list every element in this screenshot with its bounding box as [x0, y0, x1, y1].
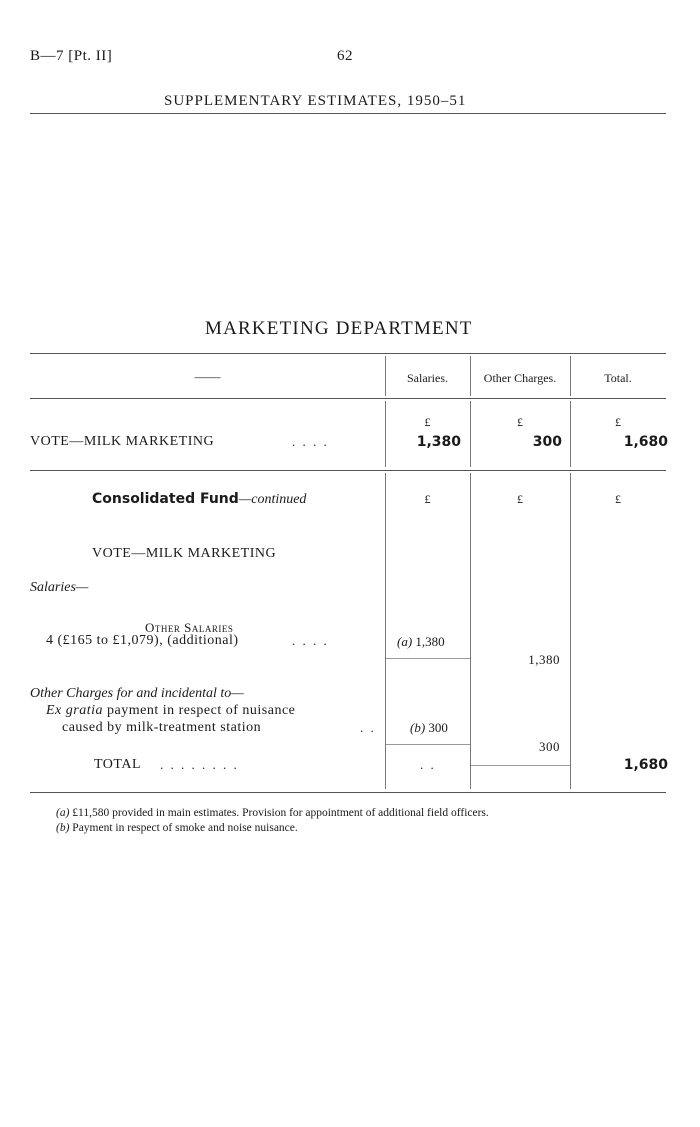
ex-gratia-italic: Ex gratia [46, 703, 103, 718]
col-rule-2-head [470, 356, 471, 396]
col-rule-1-summary [385, 401, 386, 467]
fund-continued: —continued [238, 492, 307, 507]
total-salaries-leader: . . [420, 757, 436, 772]
table-bottom-rule [30, 792, 666, 793]
footnote-a-text: £11,580 provided in main estimates. Provision for appointment of additional field officers. [72, 807, 489, 819]
ex-gratia-amount-cell [410, 720, 448, 736]
col-rule-3-head [570, 356, 571, 396]
salaries-heading: Salaries— [30, 580, 89, 595]
salaries-subtotal-rule [385, 658, 470, 659]
ex-gratia-leader: . . [360, 720, 376, 735]
table-top-rule [30, 353, 666, 354]
total-value: 1,680 [623, 757, 668, 773]
other-salaries-amount-cell [397, 634, 445, 650]
footnote-ref-b: (b) [410, 720, 426, 735]
ex-gratia-rest: payment in respect of nuisance [103, 703, 296, 718]
ex-gratia-line-2: caused by milk-treatment station [62, 720, 262, 735]
page-number: 62 [337, 48, 353, 64]
other-salaries-item: 4 (£165 to £1,079), (additional) [46, 633, 239, 648]
total-leader: . . . . . . . . [160, 757, 239, 772]
footnote-b-ref: (b) [56, 822, 70, 834]
fund-label: Consolidated Fund [92, 491, 239, 507]
col-rule-1-detail [385, 473, 386, 789]
other-salaries-amount: 1,380 [415, 634, 445, 649]
total-label: TOTAL [94, 757, 142, 772]
other-salaries-heading: Other Salaries [145, 620, 234, 635]
summary-currency-salaries: £ [424, 415, 431, 429]
header-rule [30, 113, 666, 114]
other-salaries-leader: . . . . [292, 633, 329, 648]
detail-currency-total: £ [615, 492, 621, 506]
stub-head-dash: —— [194, 369, 221, 384]
col-rule-2-detail [470, 473, 471, 789]
summary-currency-total: £ [615, 415, 621, 429]
running-title: SUPPLEMENTARY ESTIMATES, 1950–51 [164, 93, 467, 109]
charges-subtotal-rule [385, 744, 470, 745]
footnote-a-ref: (a) [56, 807, 70, 819]
summary-bottom-rule [30, 470, 666, 471]
ex-gratia-subtotal: 300 [539, 739, 560, 754]
ex-gratia-line-1 [46, 703, 295, 719]
other-total-rule [470, 765, 570, 766]
col-rule-3-summary [570, 401, 571, 467]
footnote-ref-a: (a) [397, 634, 413, 649]
detail-vote-label: VOTE—MILK MARKETING [92, 546, 277, 561]
charges-heading: Other Charges for and incidental to— [30, 686, 244, 701]
ex-gratia-amount: 300 [428, 720, 448, 735]
col-rule-1-head [385, 356, 386, 396]
col-rule-3-detail [570, 473, 571, 789]
summary-currency-other: £ [517, 415, 523, 429]
summary-vote-label: VOTE—MILK MARKETING [30, 434, 215, 449]
col-rule-2-summary [470, 401, 471, 467]
column-head-total: Total. [604, 371, 632, 385]
footnote-b-text: Payment in respect of smoke and noise nuisance. [72, 822, 298, 834]
summary-salaries-value: 1,380 [416, 434, 461, 450]
detail-currency-other: £ [517, 492, 523, 506]
summary-total-value: 1,680 [623, 434, 668, 450]
detail-currency-salaries: £ [424, 492, 431, 506]
page-reference: B—7 [Pt. II] [30, 48, 113, 64]
summary-other-value: 300 [532, 434, 562, 450]
footnote-a [56, 807, 489, 819]
column-head-salaries: Salaries. [407, 371, 448, 385]
table-head-rule [30, 398, 666, 399]
column-head-other-charges: Other Charges. [483, 371, 557, 385]
fund-heading [92, 490, 306, 508]
footnote-b [56, 822, 298, 834]
other-salaries-subtotal: 1,380 [528, 652, 560, 667]
summary-leader: . . . . [292, 434, 329, 449]
department-title: MARKETING DEPARTMENT [205, 318, 473, 339]
